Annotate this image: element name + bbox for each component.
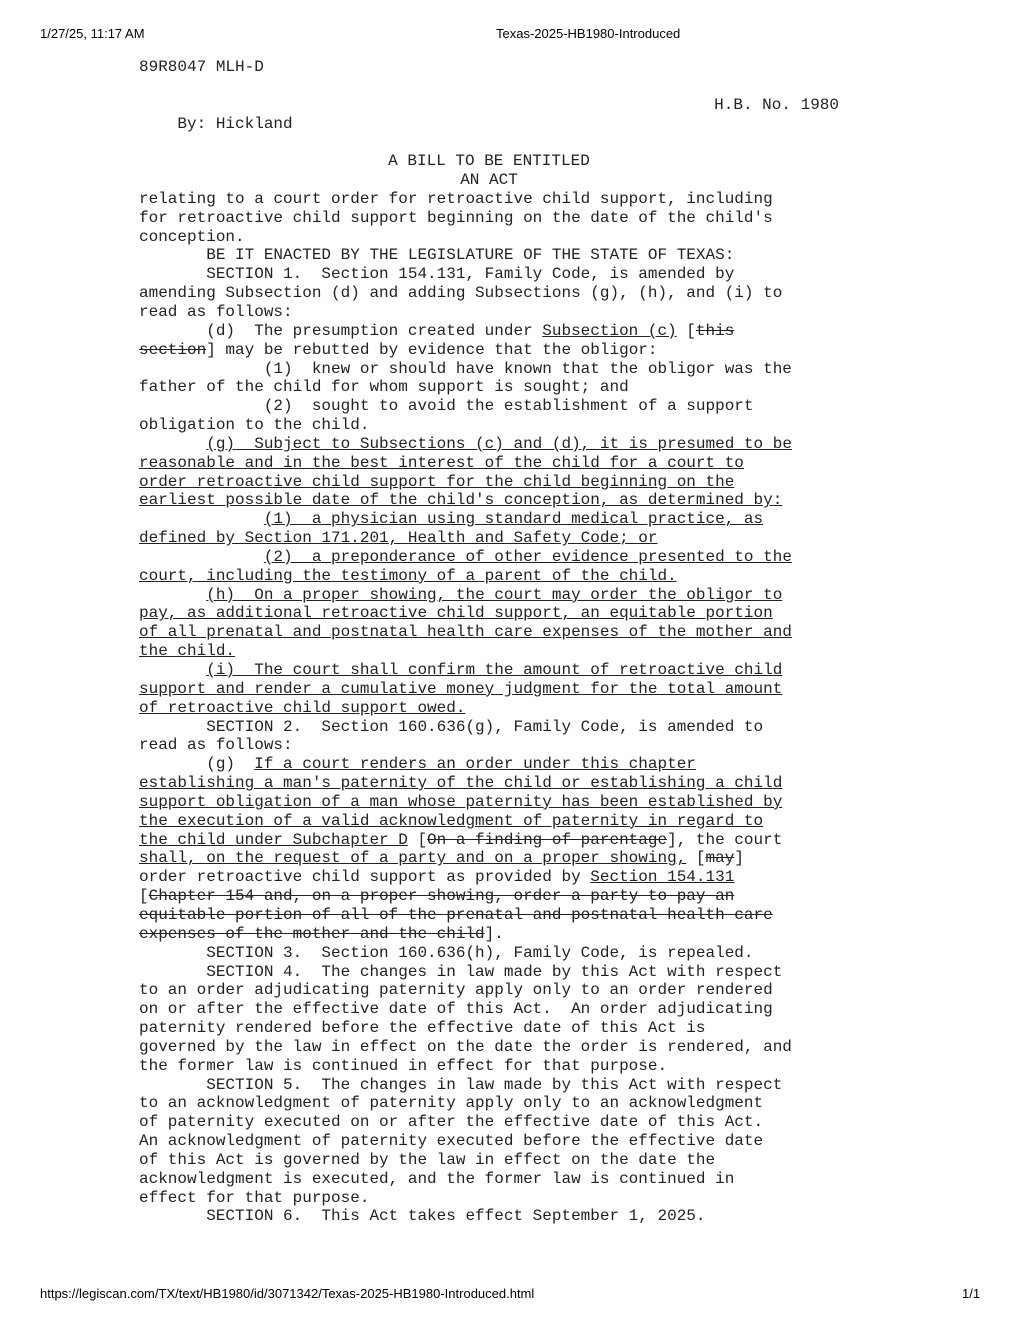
deleted-text: equitable portion of all of the prenatal and postnatal health care	[139, 905, 773, 924]
deleted-text: expenses of the mother and the child	[139, 924, 485, 943]
bill-line	[139, 1189, 839, 1208]
inserted-text: of retroactive child support owed.	[139, 698, 466, 717]
line-text: (g)	[139, 755, 255, 774]
bill-line	[139, 755, 839, 774]
bill-line	[139, 1076, 839, 1095]
print-page-number: 1/1	[962, 1286, 981, 1301]
inserted-text: (h) On a proper showing, the court may order the obligor to	[206, 585, 783, 604]
bill-line	[139, 1113, 839, 1132]
bill-line	[139, 699, 839, 718]
inserted-text: establishing a man's paternity of the child or establishing a child	[139, 774, 783, 793]
bill-line	[139, 510, 839, 529]
inserted-text: Section 154.131	[590, 868, 735, 887]
line-text: of this Act is governed by the law in effect on the date the	[139, 1150, 716, 1169]
bill-line	[139, 529, 839, 548]
inserted-text: of all prenatal and postnatal health care expenses of the mother and	[139, 623, 792, 642]
bill-line	[139, 360, 839, 379]
bill-line	[139, 604, 839, 623]
bill-line	[139, 265, 839, 284]
inserted-text: earliest possible date of the child's conception, as determined by:	[139, 491, 783, 510]
line-text	[139, 586, 206, 604]
bill-line	[139, 322, 839, 341]
bill-document	[139, 58, 839, 1226]
line-text: [	[676, 321, 696, 340]
bill-line	[139, 1000, 839, 1019]
inserted-text: Subsection (c)	[542, 321, 677, 340]
bill-line	[139, 812, 839, 831]
line-text: ].	[484, 924, 504, 943]
bill-heading: A BILL TO BE ENTITLED	[388, 152, 590, 171]
bill-line	[139, 981, 839, 1000]
deleted-text: may	[705, 849, 735, 868]
line-text: paternity rendered before the effective date of this Act is	[139, 1019, 706, 1038]
bill-line	[139, 567, 839, 586]
line-text: the former law is continued in effect for that purpose.	[139, 1056, 668, 1075]
line-text: SECTION 4. The changes in law made by this Act with respect	[139, 962, 783, 981]
deleted-text: this	[695, 321, 735, 340]
line-text: governed by the law in effect on the date the order is rendered, and	[139, 1037, 792, 1056]
line-text: read as follows:	[139, 736, 293, 755]
inserted-text: If a court renders an order under this chapter	[254, 755, 696, 774]
bill-line	[139, 586, 839, 605]
bill-line	[139, 963, 839, 982]
bill-line	[139, 831, 839, 850]
inserted-text: court, including the testimony of a parent of the child.	[139, 566, 677, 585]
inserted-text: support obligation of a man whose paternity has been established by	[139, 792, 783, 811]
bill-line	[139, 1207, 839, 1226]
bill-line	[139, 416, 839, 435]
bill-line	[139, 944, 839, 963]
line-text: relating to a court order for retroactive child support, including	[139, 189, 773, 208]
line-text: on or after the effective date of this Act. An order adjudicating	[139, 1000, 773, 1019]
line-text: order retroactive child support as provided by	[139, 868, 591, 887]
line-text: (d) The presumption created under	[139, 321, 543, 340]
line-text: to an acknowledgment of paternity apply only to an acknowledgment	[139, 1094, 764, 1113]
print-url: https://legiscan.com/TX/text/HB1980/id/3071342/Texas-2025-HB1980-Introduced.html	[40, 1286, 535, 1301]
line-text: ]	[734, 849, 744, 868]
line-text: SECTION 2. Section 160.636(g), Family Code, is amended to	[139, 717, 764, 736]
bill-text	[139, 190, 839, 1226]
bill-line	[139, 868, 839, 887]
bill-line	[139, 190, 839, 209]
line-text: to an order adjudicating paternity apply only to an order rendered	[139, 981, 773, 1000]
bill-line	[139, 642, 839, 661]
line-text: [	[139, 887, 149, 906]
line-text: SECTION 5. The changes in law made by this Act with respect	[139, 1075, 783, 1094]
bill-code: 89R8047 MLH-D	[139, 58, 264, 76]
bill-line	[139, 548, 839, 567]
inserted-text: pay, as additional retroactive child support, an equitable portion	[139, 604, 773, 623]
line-text: amending Subsection (d) and adding Subsections (g), (h), and (i) to	[139, 284, 783, 303]
bill-line	[139, 246, 839, 265]
line-text: BE IT ENACTED BY THE LEGISLATURE OF THE STATE OF TEXAS:	[139, 246, 735, 265]
bill-line	[139, 887, 839, 906]
bill-line	[139, 1094, 839, 1113]
line-text: SECTION 3. Section 160.636(h), Family Code, is repealed.	[139, 943, 754, 962]
line-text: conception.	[139, 227, 245, 246]
bill-line	[139, 718, 839, 737]
bill-line	[139, 491, 839, 510]
deleted-text: section	[139, 340, 207, 359]
bill-line	[139, 1170, 839, 1189]
inserted-text: (i) The court shall confirm the amount of retroactive child	[206, 661, 783, 679]
inserted-text: shall, on the request of a party and on a proper showing,	[139, 849, 687, 868]
bill-line	[139, 473, 839, 492]
inserted-text: support and render a cumulative money judgment for the total amount	[139, 679, 783, 698]
line-text: ] may be rebutted by evidence that the obligor:	[206, 340, 658, 359]
line-text	[139, 435, 206, 453]
line-text: SECTION 1. Section 154.131, Family Code, is amended by	[139, 265, 735, 284]
line-text: [	[686, 849, 706, 868]
line-text: SECTION 6. This Act takes effect September 1, 2025.	[139, 1207, 706, 1226]
line-text: for retroactive child support beginning on the date of the child's	[139, 208, 773, 227]
bill-line	[139, 661, 839, 680]
bill-line	[139, 925, 839, 944]
inserted-text: the child under Subchapter D	[139, 830, 408, 849]
bill-line	[139, 341, 839, 360]
bill-line	[139, 849, 839, 868]
line-text: father of the child for whom support is sought; and	[139, 378, 629, 397]
line-text: (1) knew or should have known that the obligor was the	[139, 359, 792, 378]
inserted-text: reasonable and in the best interest of the child for a court to	[139, 453, 744, 472]
bill-line	[139, 680, 839, 699]
line-text	[139, 661, 206, 679]
line-text: of paternity executed on or after the effective date of this Act.	[139, 1113, 764, 1132]
print-doc-title: Texas-2025-HB1980-Introduced	[496, 26, 681, 41]
bill-line	[139, 1132, 839, 1151]
line-text	[139, 510, 264, 528]
bill-line	[139, 209, 839, 228]
bill-line	[139, 397, 839, 416]
bill-author-line	[139, 95, 839, 133]
line-text: ], the court	[667, 830, 783, 849]
bill-line	[139, 736, 839, 755]
line-text: (2) sought to avoid the establishment of a support	[139, 397, 754, 416]
deleted-text: Chapter 154 and, on a proper showing, order a party to pay an	[148, 887, 735, 906]
line-text: effect for that purpose.	[139, 1188, 370, 1207]
inserted-text: (2) a preponderance of other evidence presented to the	[263, 547, 792, 566]
bill-line	[139, 793, 839, 812]
deleted-text: On a finding of parentage	[427, 830, 668, 849]
inserted-text: defined by Section 171.201, Health and Safety Code; or	[139, 529, 658, 548]
print-datetime: 1/27/25, 11:17 AM	[40, 26, 145, 41]
line-text: acknowledgment is executed, and the former law is continued in	[139, 1169, 735, 1188]
bill-line	[139, 906, 839, 925]
bill-line	[139, 1151, 839, 1170]
inserted-text: the execution of a valid acknowledgment of paternity in regard to	[139, 811, 764, 830]
bill-number: H.B. No. 1980	[714, 95, 839, 114]
bill-line	[139, 228, 839, 247]
line-text: read as follows:	[139, 302, 293, 321]
bill-line	[139, 378, 839, 397]
bill-subheading: AN ACT	[460, 171, 518, 190]
bill-line	[139, 435, 839, 454]
bill-line	[139, 774, 839, 793]
line-text: [	[407, 830, 428, 849]
inserted-text: (1) a physician using standard medical practice, as	[263, 510, 764, 529]
line-text: An acknowledgment of paternity executed before the effective date	[139, 1132, 764, 1151]
inserted-text: (g) Subject to Subsections (c) and (d), it is presumed to be	[206, 434, 792, 453]
bill-line	[139, 284, 839, 303]
inserted-text: the child.	[139, 642, 236, 661]
bill-author: By: Hickland	[177, 114, 293, 133]
bill-line	[139, 1019, 839, 1038]
bill-line	[139, 454, 839, 473]
bill-line	[139, 1038, 839, 1057]
bill-line	[139, 303, 839, 322]
bill-line	[139, 1057, 839, 1076]
line-text: obligation to the child.	[139, 416, 370, 435]
line-text	[139, 548, 264, 566]
inserted-text: order retroactive child support for the child beginning on the	[139, 472, 735, 491]
bill-line	[139, 623, 839, 642]
